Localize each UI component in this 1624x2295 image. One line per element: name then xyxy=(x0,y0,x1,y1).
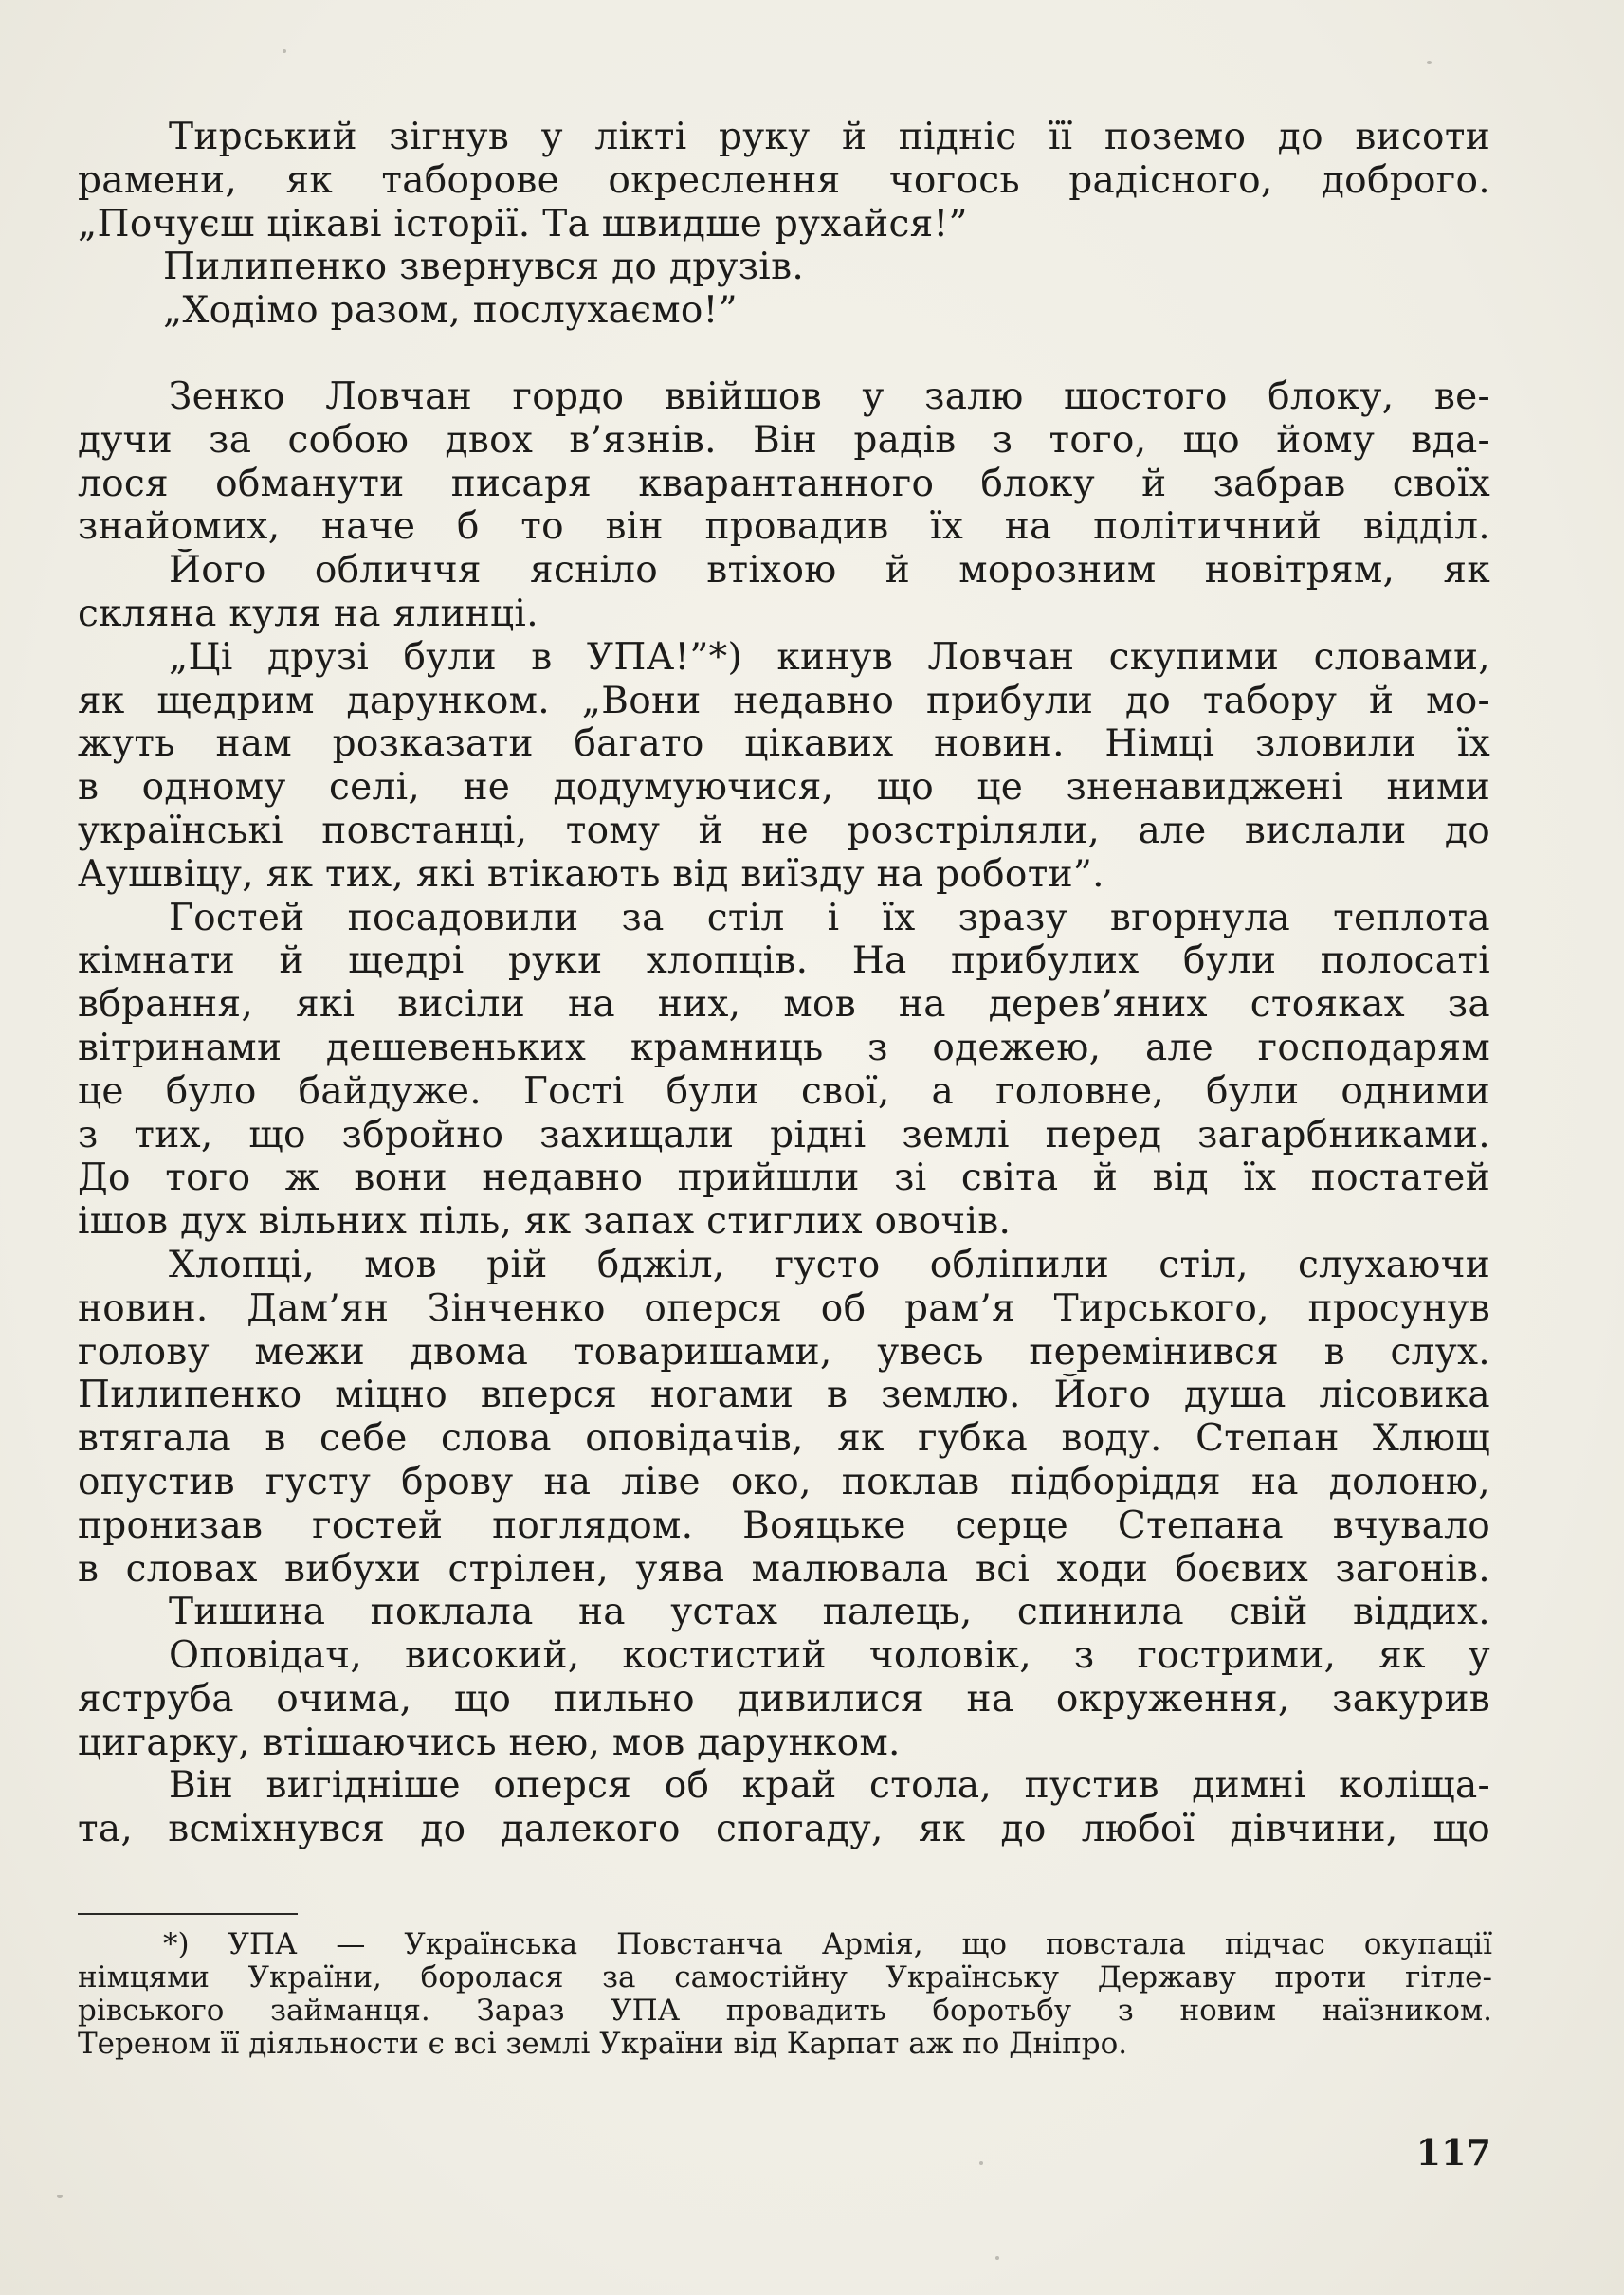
text-line: втягала в себе слова оповідачів, як губка воду. Степан Хлющ xyxy=(78,1417,1490,1461)
text-line: Тишина поклала на устах палець, спинила свій віддих. xyxy=(169,1591,1490,1634)
text-line: вбрання, які висіли на них, мов на дерев’яних стояках за xyxy=(78,983,1490,1027)
text-line: Пилипенко звернувся до друзів. xyxy=(163,246,805,289)
footnote-line: німцями України, боролася за самостійну Українську Державу проти гітле- xyxy=(78,1961,1492,1994)
footnote-line: *) УПА — Українська Повстанча Армія, що повстала підчас окупації xyxy=(163,1928,1492,1961)
text-line: Його обличчя ясніло втіхою й морозним новітрям, як xyxy=(169,549,1490,592)
text-line: яструба очима, що пильно дивилися на окруження, закурив xyxy=(78,1677,1490,1721)
text-line: голову межи двома товаришами, увесь перемінився в слух. xyxy=(78,1330,1490,1374)
text-line: „Ці друзі були в УПА!”*) кинув Ловчан скупими словами, xyxy=(169,635,1490,679)
text-line: ішов дух вільних піль, як запах стиглих овочів. xyxy=(78,1200,1012,1244)
paper-speck xyxy=(283,49,286,53)
page-number: 117 xyxy=(1415,2131,1491,2174)
footnote-line: Тереном її діяльности є всі землі України від Карпат аж по Дніпро. xyxy=(78,2028,1128,2061)
text-line: українські повстанці, тому й не розстріляли, але вислали до xyxy=(78,809,1490,852)
text-line: з тих, що збройно захищали рідні землі перед загарбниками. xyxy=(78,1113,1490,1157)
text-line: це було байдуже. Гості були свої, а головне, були одними xyxy=(78,1069,1490,1113)
paragraph-gap xyxy=(78,333,1490,375)
footnote-line: рівського займанця. Зараз УПА провадить боротьбу з новим наїзником. xyxy=(78,1994,1492,2028)
text-line: скляна куля на ялинці. xyxy=(78,592,538,635)
text-line: Оповідач, високий, костистий чоловік, з гострими, як у xyxy=(169,1634,1490,1678)
text-line: Зенко Ловчан гордо ввійшов у залю шостого блоку, ве- xyxy=(169,374,1490,418)
text-line: Він вигідніше оперся об край стола, пустив димні коліща- xyxy=(169,1764,1490,1808)
text-line: цигарку, втішаючись нею, мов дарунком. xyxy=(78,1721,901,1764)
text-line: Хлопці, мов рій бджіл, густо обліпили стіл, слухаючи xyxy=(169,1243,1490,1286)
text-line: Тирський зігнув у лікті руку й підніс її поземо до висоти xyxy=(169,116,1490,158)
text-line: опустив густу брову на ліве око, поклав підборіддя на долоню, xyxy=(78,1460,1490,1503)
text-line: Пилипенко міцно вперся ногами в землю. Його душа лісовика xyxy=(78,1374,1490,1417)
text-line: новин. Дам’ян Зінченко оперся об рам’я Тирського, просунув xyxy=(78,1286,1490,1330)
text-line: Аушвіцу, як тих, які втікають від виїзду на роботи”. xyxy=(78,852,1104,896)
paper-speck xyxy=(57,2195,63,2198)
text-line: знайомих, наче б то він провадив їх на політичний відділ. xyxy=(78,505,1490,549)
paper-speck xyxy=(995,2256,999,2260)
text-line: та, всміхнувся до далекого спогаду, як до любої дівчини, що xyxy=(78,1808,1490,1851)
text-line: жуть нам розказати багато цікавих новин. Німці зловили їх xyxy=(78,722,1490,766)
paper-speck xyxy=(979,2161,983,2165)
text-line: вітринами дешевеньких крамниць з одежею, але господарям xyxy=(78,1026,1490,1069)
text-line: в словах вибухи стрілен, уява малювала всі ходи боєвих загонів. xyxy=(78,1547,1490,1591)
text-line: дучи за собою двох в’язнів. Він радів з того, що йому вда- xyxy=(78,418,1490,462)
paper-speck xyxy=(1427,61,1432,64)
main-text xyxy=(78,116,1490,1851)
text-line: рамени, як таборове окреслення чогось радісного, доброго. xyxy=(78,158,1490,202)
text-line: До того ж вони недавно прийшли зі світа й від їх постатей xyxy=(78,1157,1490,1200)
text-line: пронизав гостей поглядом. Вояцьке серце Степана вчувало xyxy=(78,1503,1490,1547)
footnote-divider xyxy=(78,1913,298,1915)
text-line: лося обманути писаря кварантанного блоку й забрав своїх xyxy=(78,462,1490,505)
text-line: в одному селі, не додумуючися, що це зненавиджені ними xyxy=(78,766,1490,810)
text-line: Гостей посадовили за стіл і їх зразу вгорнула теплота xyxy=(169,896,1490,939)
text-line: кімнати й щедрі руки хлопців. На прибулих були полосаті xyxy=(78,939,1490,983)
text-line: як щедрим дарунком. „Вони недавно прибули до табору й мо- xyxy=(78,679,1490,722)
footnote xyxy=(78,1928,1492,2061)
text-line: „Ходімо разом, послухаємо!” xyxy=(163,289,738,333)
text-line: „Почуєш цікаві історії. Та швидше рухайся!” xyxy=(78,202,968,246)
